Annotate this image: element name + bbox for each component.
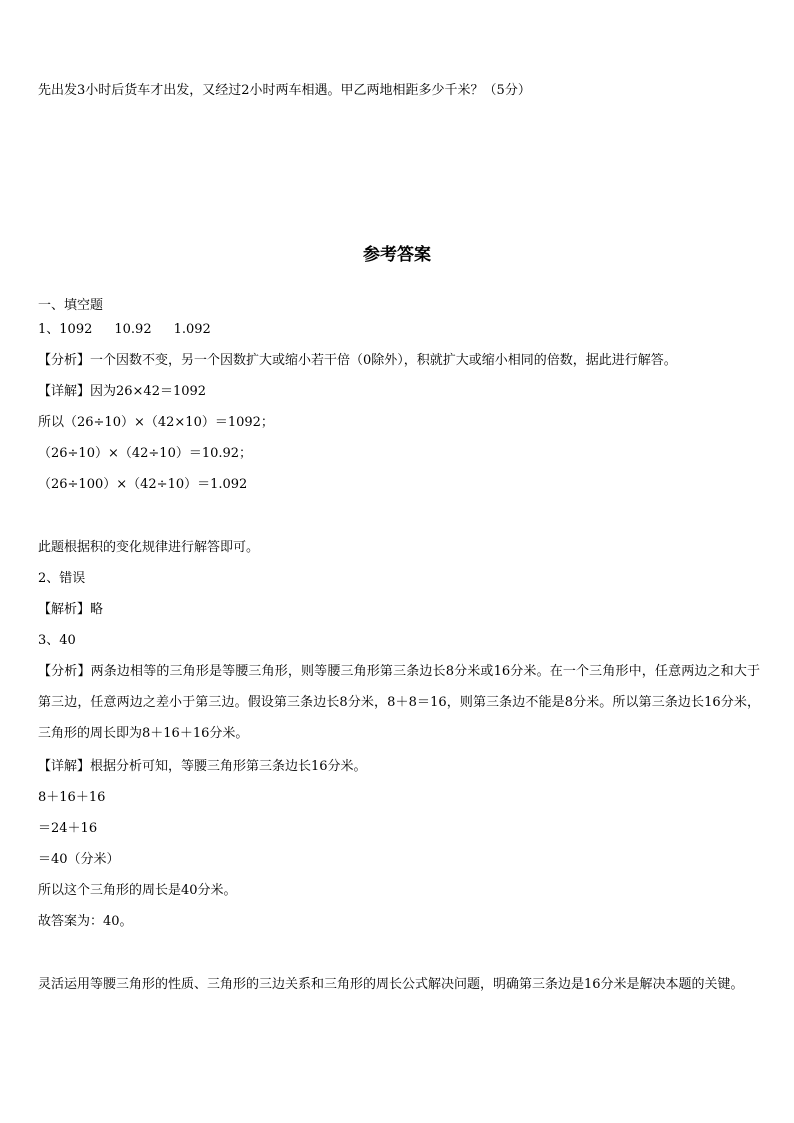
q3-step-1: 8＋16＋16 — [38, 790, 106, 805]
q1-answer-1: 1092 — [59, 322, 93, 337]
carryover-question-text: 先出发3小时后货车才出发，又经过2小时两车相遇。甲乙两地相距多少千米？（5分） — [38, 83, 531, 98]
q1-step-1: 所以（26÷10）×（42×10）＝1092； — [38, 415, 274, 430]
q1-detail: 【详解】因为26×42＝1092 — [38, 384, 207, 399]
q3-detail: 【详解】根据分析可知，等腰三角形第三条边长16分米。 — [38, 759, 367, 774]
q1-answer-line — [38, 321, 211, 339]
q1-analysis: 【分析】一个因数不变，另一个因数扩大或缩小若干倍（0除外），积就扩大或缩小相同的倍数，据此进行解答。 — [38, 353, 677, 368]
q3-step-2: ＝24＋16 — [38, 821, 98, 836]
section-heading: 一、填空题 — [38, 298, 104, 313]
q3-summary: 灵活运用等腰三角形的性质、三角形的三边关系和三角形的周长公式解决问题，明确第三条边是16分米是解决本题的关键。 — [38, 977, 744, 992]
q1-number: 1、 — [38, 322, 60, 337]
answer-title: 参考答案 — [363, 245, 431, 265]
q1-step-3: （26÷100）×（42÷10）＝1.092 — [38, 477, 248, 492]
q3-conclusion: 所以这个三角形的周长是40分米。 — [38, 883, 237, 898]
q2-analysis: 【解析】略 — [38, 602, 104, 617]
q1-answer-3: 1.092 — [173, 322, 211, 337]
q3-step-3: ＝40（分米） — [38, 852, 120, 867]
q1-summary: 此题根据积的变化规律进行解答即可。 — [38, 540, 260, 555]
q1-step-2: （26÷10）×（42÷10）＝10.92； — [38, 446, 253, 461]
q3-final-answer: 故答案为：40。 — [38, 914, 133, 929]
q3-heading: 3、40 — [38, 633, 76, 648]
q2-heading: 2、错误 — [38, 571, 86, 586]
q1-answer-2: 10.92 — [114, 322, 152, 337]
q3-analysis: 【分析】两条边相等的三角形是等腰三角形，则等腰三角形第三条边长8分米或16分米。在一个三角形中，任意两边之和大于第三边，任意两边之差小于第三边。假设第三条边长8分米，8＋8＝16，则第三条边不能是8分米。所以第三条边长16分米，三角形的周长即为8＋16＋16分米。 — [38, 664, 760, 741]
